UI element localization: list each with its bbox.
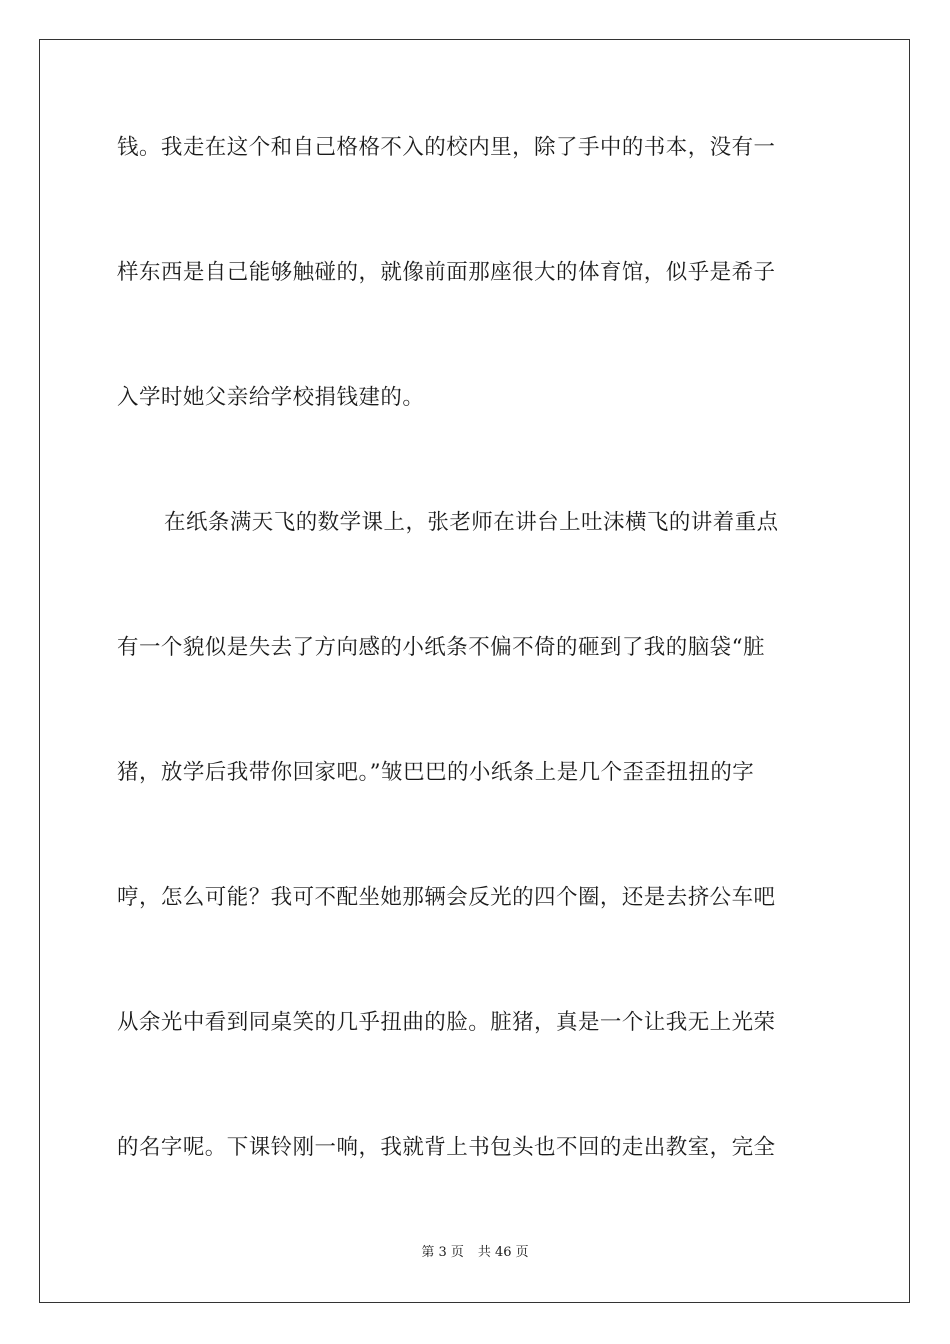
text-line-2: 样东西是自己能够触碰的，就像前面那座很大的体育馆，似乎是希子 — [117, 260, 776, 285]
page-number: 第 3 页 — [421, 1245, 464, 1260]
text-line-3: 入学时她父亲给学校捐钱建的。 — [117, 385, 425, 410]
page-border — [39, 39, 910, 1303]
page-footer — [0, 1244, 950, 1262]
text-line-4: 在纸条满天飞的数学课上，张老师在讲台上吐沫横飞的讲着重点 — [164, 510, 779, 535]
text-line-1: 钱。我走在这个和自己格格不入的校内里，除了手中的书本，没有一 — [117, 135, 776, 160]
text-line-7: 哼，怎么可能？我可不配坐她那辆会反光的四个圈，还是去挤公车吧 — [117, 885, 776, 910]
text-line-8: 从余光中看到同桌笑的几乎扭曲的脸。脏猪，真是一个让我无上光荣 — [117, 1010, 776, 1035]
text-line-6: 猪，放学后我带你回家吧。”皱巴巴的小纸条上是几个歪歪扭扭的字 — [117, 760, 755, 785]
text-line-9: 的名字呢。下课铃刚一响，我就背上书包头也不回的走出教室，完全 — [117, 1135, 776, 1160]
page-total: 共 46 页 — [477, 1245, 529, 1260]
text-line-5: 有一个貌似是失去了方向感的小纸条不偏不倚的砸到了我的脑袋“脏 — [117, 635, 765, 660]
